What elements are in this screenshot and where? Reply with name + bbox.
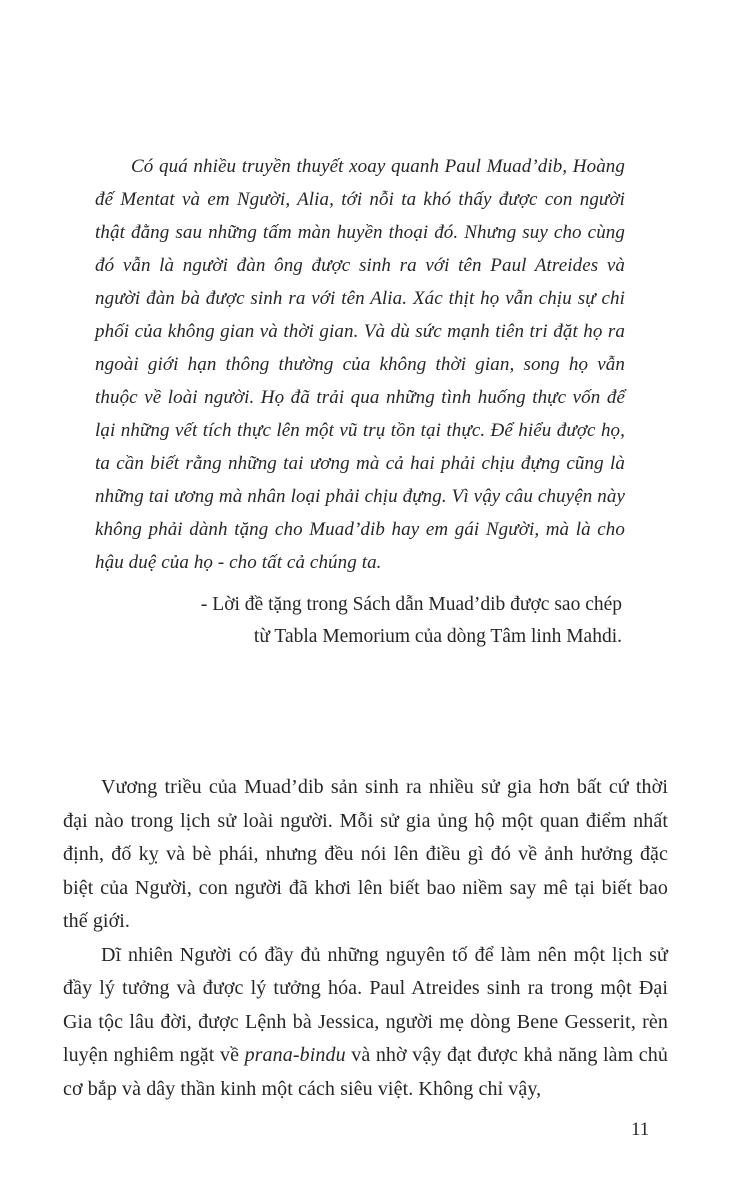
epigraph — [95, 150, 625, 579]
body-paragraph-2-post: và nhờ vậy đạt được khả năng làm chủ cơ bắp và dây thần kinh một cách siêu việt. Không chỉ vậy, — [63, 1044, 668, 1100]
epigraph-text: Có quá nhiều truyền thuyết xoay quanh Paul Muad’dib, Hoàng đế Mentat và em Người, Alia, tới nỗi ta khó thấy được con người thật đằng sau những tấm màn huyền thoại đó. Nhưng suy cho cùng đó vẫn là người đàn ông được sinh ra với tên Paul Atreides và người đàn bà được sinh ra với tên Alia. Xác thịt họ vẫn chịu sự chi phối của không gian và thời gian. Và dù sức mạnh tiên tri đặt họ ra ngoài giới hạn thông thường của không thời gian, song họ vẫn thuộc về loài người. Họ đã trải qua những tình huống thực vốn để lại những vết tích thực lên một vũ trụ tồn tại thực. Để hiểu được họ, ta cần biết rằng những tai ương mà cả hai phải chịu đựng cũng là những tai ương mà nhân loại phải chịu đựng. Vì vậy câu chuyện này không phải dành tặng cho Muad’dib hay em gái Người, mà là cho hậu duệ của họ - cho tất cả chúng ta. — [95, 156, 625, 573]
attribution — [95, 589, 622, 653]
body-paragraph-1: Vương triều của Muad’dib sản sinh ra nhiều sử gia hơn bất cứ thời đại nào trong lịch sử loài người. Mỗi sử gia ủng hộ một quan điểm nhất định, đố kỵ và bè phái, nhưng đều nói lên điều gì đó về ảnh hưởng đặc biệt của Người, con người đã khơi lên biết bao niềm say mê tại biết bao thế giới. — [63, 776, 668, 932]
body-paragraph-2 — [63, 939, 668, 1107]
italic-term-prana-bindu: prana-bindu — [244, 1044, 346, 1066]
page-number: 11 — [631, 1119, 650, 1140]
attribution-line-1: - Lời đề tặng trong Sách dẫn Muad’dib được sao chép — [200, 594, 622, 615]
attribution-line-2: từ Tabla Memorium của dòng Tâm linh Mahdi. — [253, 626, 622, 647]
body-paragraph-2-pre: Dĩ nhiên Người có đầy đủ những nguyên tố để làm nên một lịch sử đầy lý tưởng và được lý tưởng hóa. Paul Atreides sinh ra trong một Đại Gia tộc lâu đời, được Lệnh bà Jessica, người mẹ dòng Bene Gesserit, rèn luyện nghiêm ngặt về — [63, 943, 668, 1066]
body-text — [63, 771, 668, 1106]
